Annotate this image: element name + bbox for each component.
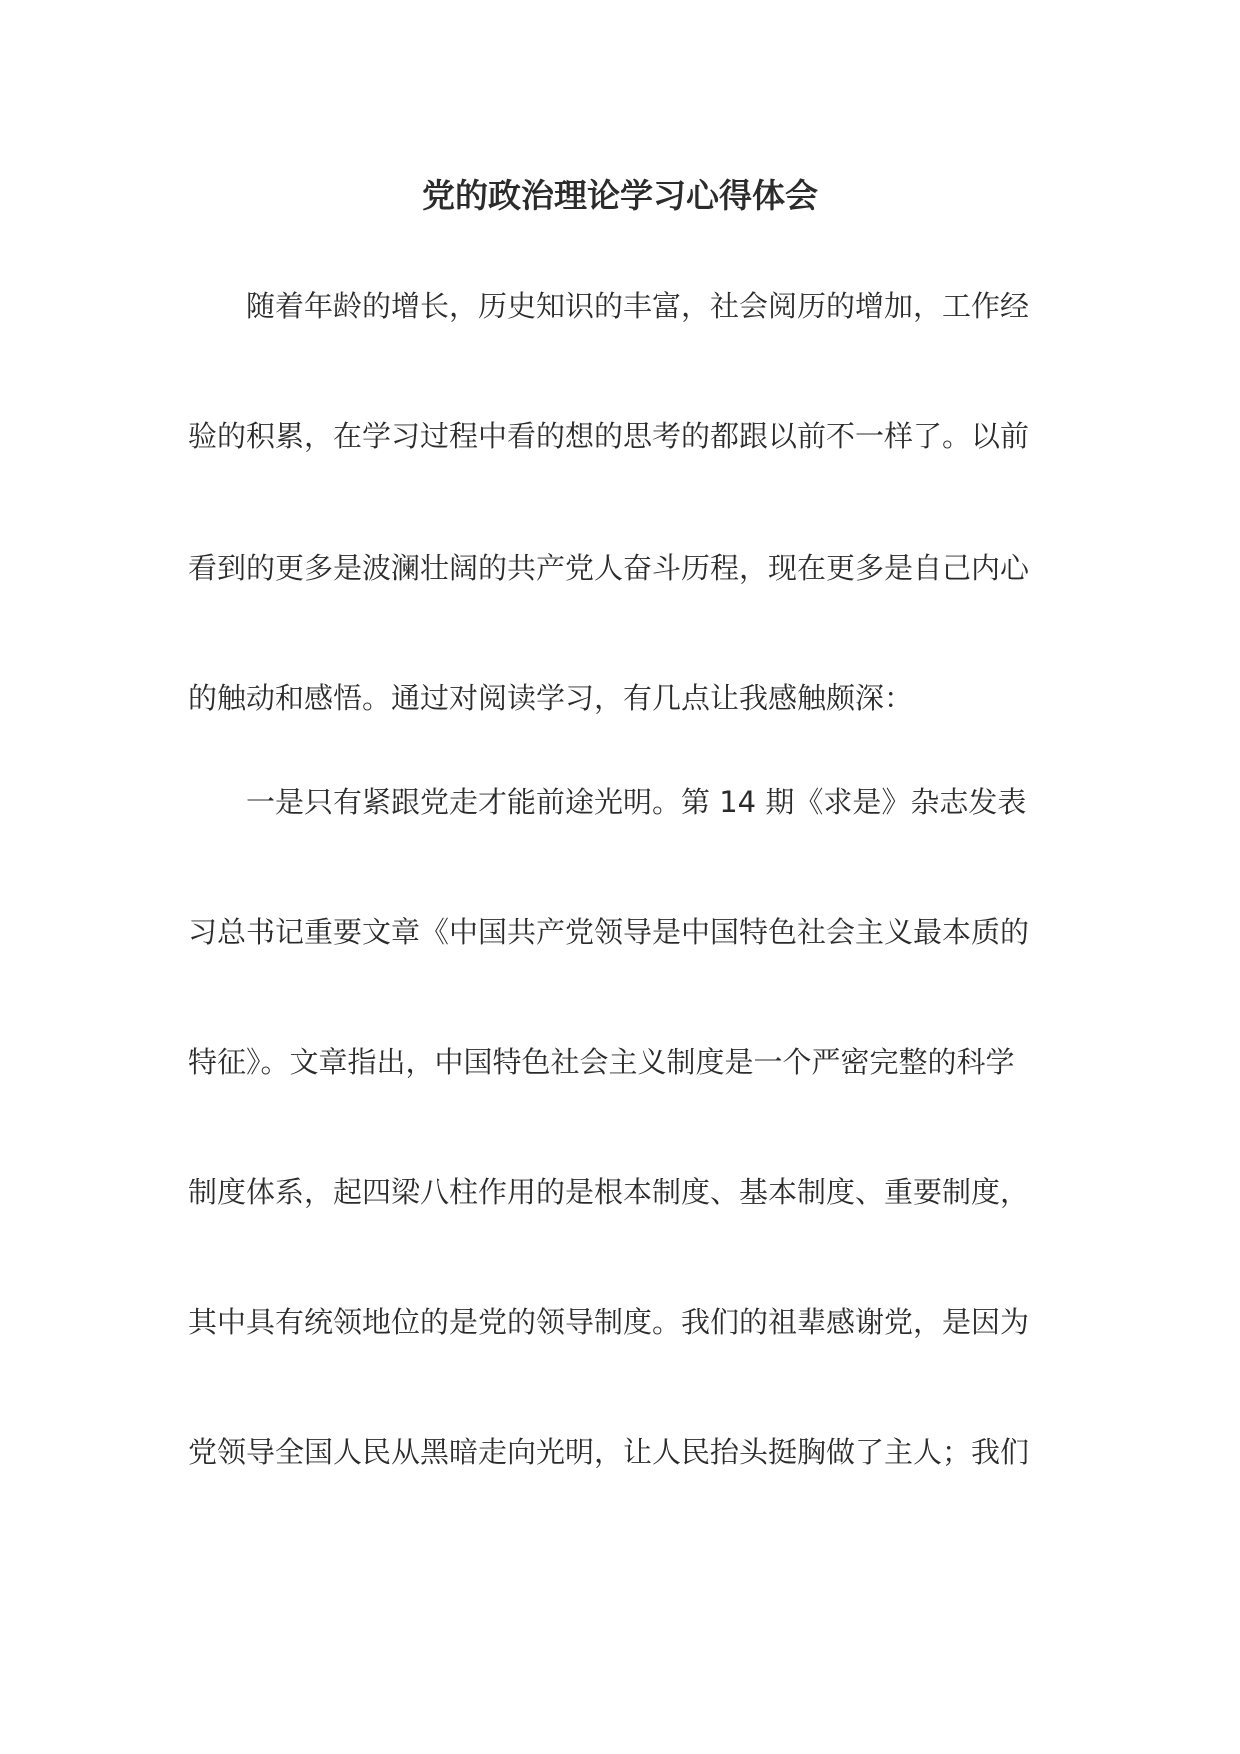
paragraph-2-line-6: 党领导全国人民从黑暗走向光明，让人民抬头挺胸做了主人；我们 bbox=[188, 1435, 1030, 1469]
paragraph-1-line-2: 验的积累，在学习过程中看的想的思考的都跟以前不一样了。以前 bbox=[188, 419, 1030, 453]
paragraph-1-line-4: 的触动和感悟。通过对阅读学习，有几点让我感触颇深： bbox=[188, 681, 914, 715]
paragraph-1-line-3: 看到的更多是波澜壮阔的共产党人奋斗历程，现在更多是自己内心 bbox=[188, 551, 1030, 585]
paragraph-2-line-2: 习总书记重要文章《中国共产党领导是中国特色社会主义最本质的 bbox=[188, 915, 1030, 949]
paragraph-2-line-3: 特征》。文章指出，中国特色社会主义制度是一个严密完整的科学 bbox=[188, 1045, 1015, 1079]
paragraph-1-line-1: 随着年龄的增长，历史知识的丰富，社会阅历的增加，工作经 bbox=[246, 289, 1030, 323]
document-title: 党的政治理论学习心得体会 bbox=[422, 176, 818, 215]
paragraph-2-line-5: 其中具有统领地位的是党的领导制度。我们的祖辈感谢党，是因为 bbox=[188, 1305, 1030, 1339]
paragraph-2-line-4: 制度体系，起四梁八柱作用的是根本制度、基本制度、重要制度， bbox=[188, 1175, 1030, 1209]
paragraph-2-line-1: 一是只有紧跟党走才能前途光明。第 14 期《求是》杂志发表 bbox=[246, 785, 1027, 819]
